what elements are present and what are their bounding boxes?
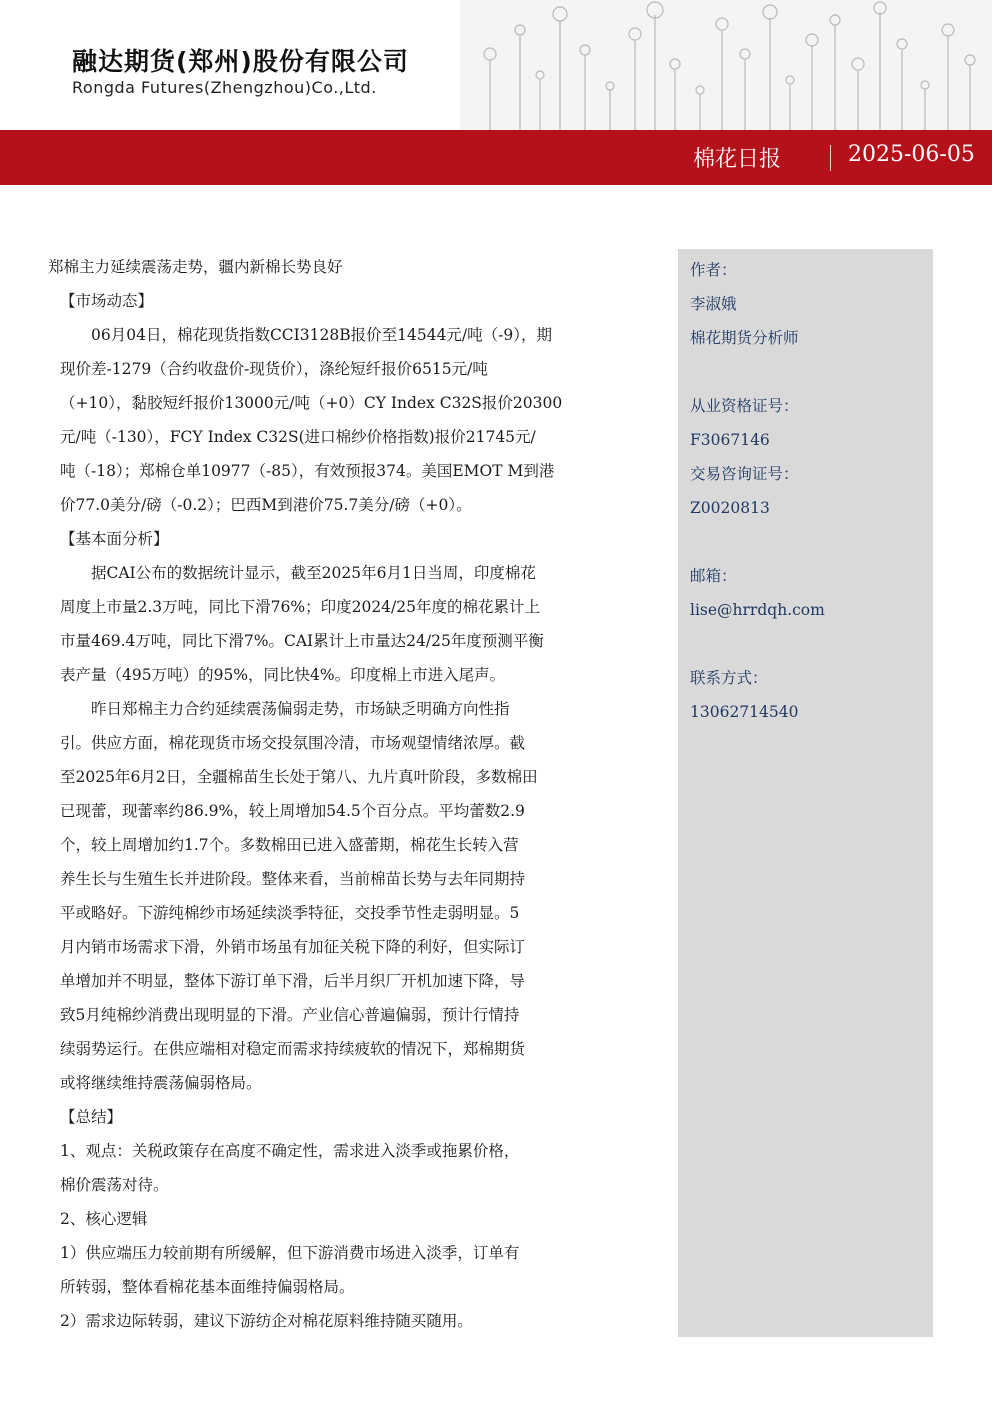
title-divider [830, 145, 831, 171]
text-line: 引。供应方面，棉花现货市场交投氛围冷清，市场观望情绪浓厚。截 [60, 734, 526, 752]
text-line: 续弱势运行。在供应端相对稳定而需求持续疲软的情况下，郑棉期货 [60, 1040, 526, 1058]
text-line: 所转弱，整体看棉花基本面维持偏弱格局。 [60, 1278, 355, 1296]
author-label: 作者： [690, 261, 737, 279]
consulting-number: Z0020813 [690, 499, 770, 517]
text-line: 元/吨（-130），FCY Index C32S(进口棉纱价格指数)报价21745元/ [60, 428, 536, 446]
text-line: 至2025年6月2日，全疆棉苗生长处于第八、九片真叶阶段，多数棉田 [60, 768, 538, 786]
text-line: 现价差-1279（合约收盘价-现货价），涤纶短纤报价6515元/吨 [60, 360, 488, 378]
qualification-label: 从业资格证号： [690, 397, 799, 415]
email-label: 邮箱： [690, 567, 737, 585]
text-line: 棉价震荡对待。 [60, 1176, 169, 1194]
author-name: 李淑娥 [690, 295, 737, 313]
author-title: 棉花期货分析师 [690, 329, 799, 347]
text-line: 养生长与生殖生长并进阶段。整体来看，当前棉苗长势与去年同期持 [60, 870, 526, 888]
article-headline: 郑棉主力延续震荡走势，疆内新棉长势良好 [48, 258, 343, 276]
text-line: 已现蕾，现蕾率约86.9%，较上周增加54.5个百分点。平均蕾数2.9 [60, 802, 525, 820]
fundamental-section-heading: 【基本面分析】 [60, 530, 169, 548]
text-line: 周度上市量2.3万吨，同比下滑76%；印度2024/25年度的棉花累计上 [60, 598, 540, 616]
text-line: 据CAI公布的数据统计显示，截至2025年6月1日当周，印度棉花 [91, 564, 536, 582]
text-line: 1、观点：关税政策存在高度不确定性，需求进入淡季或拖累价格， [60, 1142, 520, 1160]
fundamental-paragraph-1 [48, 556, 633, 692]
text-line: 价77.0美分/磅（-0.2）；巴西M到港价75.7美分/磅（+0）。 [60, 496, 472, 514]
company-name-en: Rongda Futures(Zhengzhou)Co.,Ltd. [72, 78, 377, 97]
summary-paragraph [48, 1134, 633, 1338]
text-line: 昨日郑棉主力合约延续震荡偏弱走势，市场缺乏明确方向性指 [91, 700, 510, 718]
text-line: 2）需求边际转弱，建议下游纺企对棉花原料维持随买随用。 [60, 1312, 473, 1330]
decorative-lines-graphic [460, 0, 992, 130]
text-line: 吨（-18）；郑棉仓单10977（-85），有效预报374。美国EMOT M到港 [60, 462, 555, 480]
text-line: 平或略好。下游纯棉纱市场延续淡季特征，交投季节性走弱明显。5 [60, 904, 520, 922]
contact-label: 联系方式： [690, 669, 768, 687]
article-body [48, 250, 633, 1338]
text-line: 市量469.4万吨，同比下滑7%。CAI累计上市量达24/25年度预测平衡 [60, 632, 544, 650]
header-decoration [460, 0, 992, 130]
report-date: 2025-06-05 [848, 142, 975, 167]
email-link[interactable]: lise@hrrdqh.com [690, 601, 825, 619]
text-line: 2、核心逻辑 [60, 1210, 148, 1228]
consulting-label: 交易咨询证号： [690, 465, 799, 483]
text-line: 月内销市场需求下滑，外销市场虽有加征关税下降的利好，但实际订 [60, 938, 526, 956]
contact-phone: 13062714540 [690, 703, 799, 721]
text-line: （+10），黏胶短纤报价13000元/吨（+0）CY Index C32S报价20300 [60, 394, 563, 412]
qualification-number: F3067146 [690, 431, 770, 449]
text-line: 个，较上周增加约1.7个。多数棉田已进入盛蕾期，棉花生长转入营 [60, 836, 519, 854]
author-sidebar [678, 249, 933, 1337]
market-paragraph [48, 318, 633, 522]
report-title: 棉花日报 [693, 147, 782, 172]
market-section-heading: 【市场动态】 [60, 292, 154, 310]
text-line: 1）供应端压力较前期有所缓解，但下游消费市场进入淡季，订单有 [60, 1244, 520, 1262]
fundamental-paragraph-2 [48, 692, 633, 1100]
text-line: 或将继续维持震荡偏弱格局。 [60, 1074, 262, 1092]
company-name-cn: 融达期货(郑州)股份有限公司 [72, 47, 409, 76]
text-line: 致5月纯棉纱消费出现明显的下滑。产业信心普遍偏弱，预计行情持 [60, 1006, 520, 1024]
text-line: 单增加并不明显，整体下游订单下滑，后半月织厂开机加速下降，导 [60, 972, 526, 990]
title-bar [0, 130, 992, 185]
text-line: 06月04日，棉花现货指数CCI3128B报价至14544元/吨（-9），期 [91, 326, 553, 344]
summary-section-heading: 【总结】 [60, 1108, 123, 1126]
text-line: 表产量（495万吨）的95%，同比快4%。印度棉上市进入尾声。 [60, 666, 506, 684]
